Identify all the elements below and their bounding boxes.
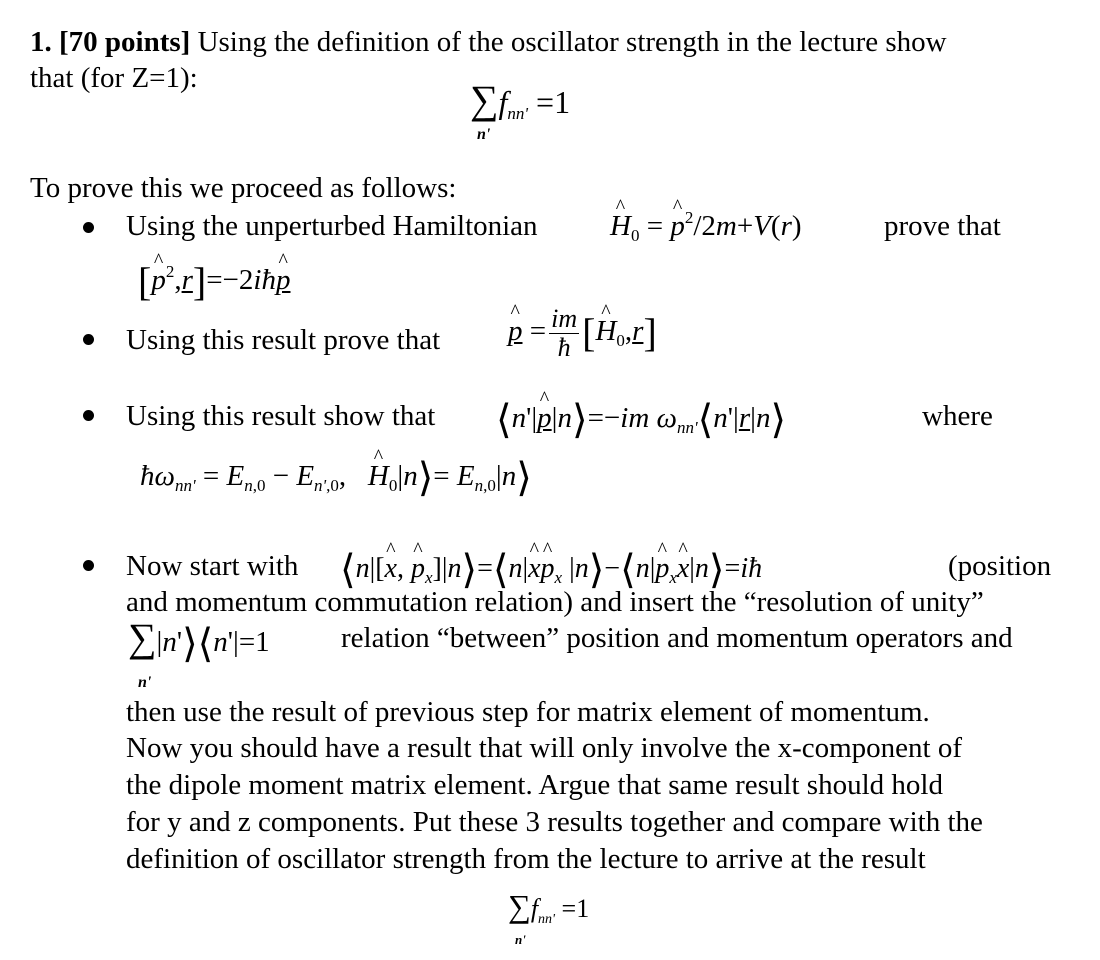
commutator-xp-eq: ⟨n|[x ^, p $\^{}_x]|n⟩=⟨n|x$ ^p $\^{}_x$ |n⟩−⟨n|p $\^{}_xx$ ^|n⟩=iħ [340, 546, 762, 593]
unity-sum-symbol: ∑ [128, 615, 157, 660]
bullet-4 [83, 560, 94, 571]
resolution-unity-eq: ∑|n'⟩⟨n'|=1 [128, 615, 270, 666]
energy-eq: $ħ\omega_{nn'} = E_{n,0} - E_{n',0}$, H $\^{}_0|n⟩=$ $E_{n,0}|n⟩$ [140, 454, 532, 501]
final-eq-f: f [530, 894, 539, 923]
bullet3-text: Using this result show that [126, 400, 436, 432]
bullet1-tail: prove that [884, 210, 1001, 242]
bullet3-tail: where [922, 400, 993, 432]
problem-intro: Using the definition of the oscillator strength in the lecture show [190, 26, 947, 58]
bullet4-tail: (position [948, 550, 1052, 582]
para-line-5: definition of oscillator strength from the lecture to arrive at the result [126, 843, 926, 875]
sum-index: n' [477, 126, 491, 143]
final-eq-f-subscript: nn' [538, 912, 556, 927]
final-sum-symbol: ∑ [508, 888, 531, 924]
unity-sum-index: n' [138, 674, 152, 691]
problem-points: [70 points] [59, 26, 191, 58]
final-sum-index: n' [515, 932, 526, 947]
proceed-text: To prove this we proceed as follows: [30, 172, 457, 204]
final-eq-rhs: =1 [561, 894, 590, 923]
eq-f: f [498, 84, 508, 120]
para-line-3: the dipole moment matrix element. Argue that same result should hold [126, 769, 943, 801]
momentum-eq: p ^ = $\frac{im}{ħ}$ [H $\^{}_0,r$] [508, 305, 657, 362]
eq-rhs: =1 [536, 84, 571, 120]
eq-f-subscript: nn' [507, 104, 529, 123]
bullet4-line3: relation “between” position and momentum operators and [341, 622, 1013, 654]
bullet2-text: Using this result prove that [126, 324, 441, 356]
problem-heading [30, 24, 947, 60]
bullet4-text: Now start with [126, 550, 299, 582]
para-line-1: then use the result of previous step for matrix element of momentum. [126, 696, 930, 728]
para-line-4: for y and z components. Put these 3 results together and compare with the [126, 806, 983, 838]
bullet-2 [83, 334, 94, 345]
matrix-element-eq: ⟨n'|p ^|n⟩=−im $\omega_{nn'}⟨n'|r|n⟩$ [496, 396, 786, 443]
bullet-3 [83, 410, 94, 421]
hamiltonian-eq: H $\^{}_0 = p$ ^$^2$/2m+V(r) [610, 208, 802, 246]
bullet-1 [83, 222, 94, 233]
para-line-2: Now you should have a result that will only involve the x-component of [126, 732, 963, 764]
problem-number: 1. [30, 26, 52, 58]
sum-equation-final [508, 888, 589, 928]
bullet1-text: Using the unperturbed Hamiltonian [126, 210, 538, 242]
sum-equation-main [470, 76, 570, 124]
commutator-p2-r-eq: [p ^$^2$,r]=−2iħp ^ [138, 258, 290, 305]
sum-symbol: ∑ [470, 77, 499, 122]
bullet4-line2: and momentum commutation relation) and insert the “resolution of unity” [126, 586, 984, 618]
problem-intro-line2: that (for Z=1): [30, 62, 198, 94]
